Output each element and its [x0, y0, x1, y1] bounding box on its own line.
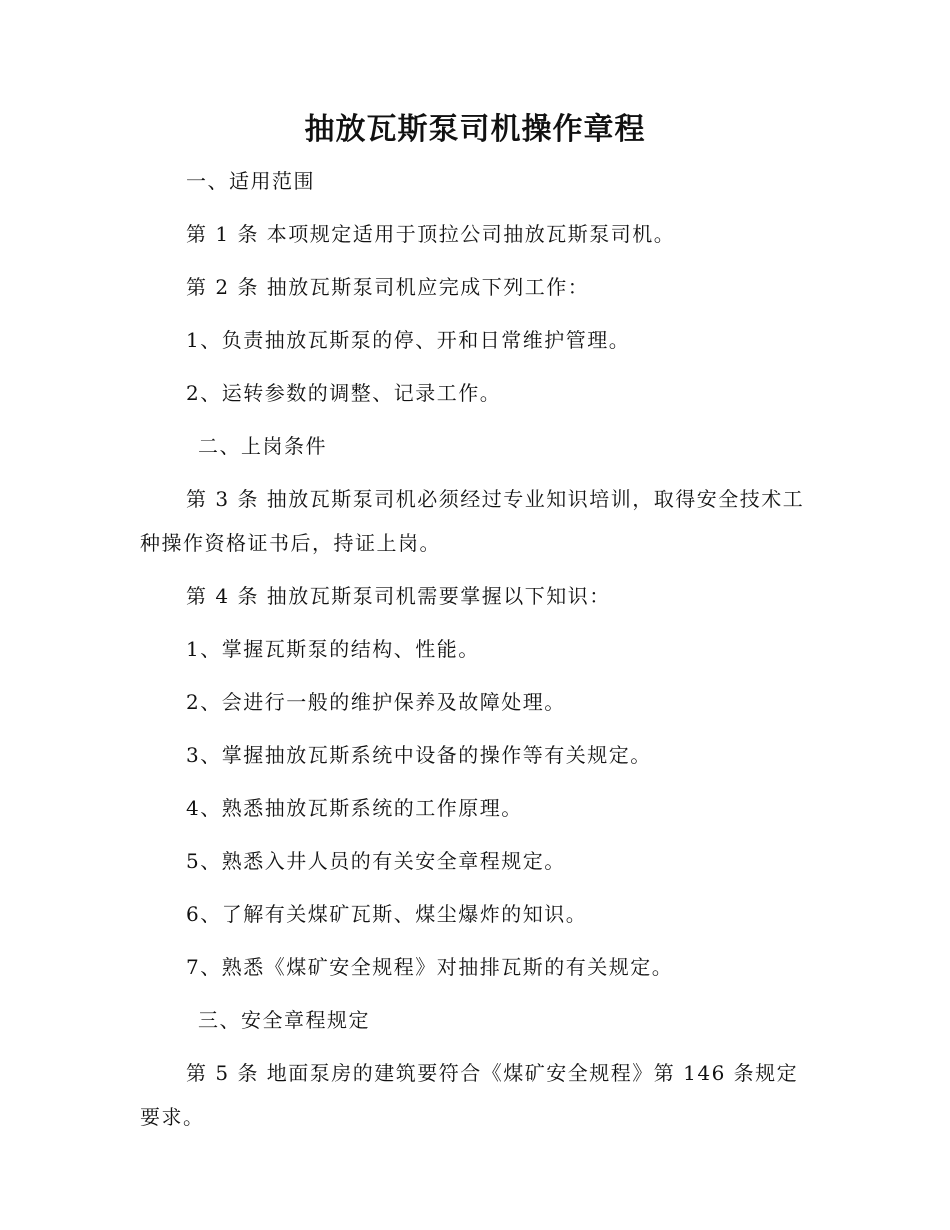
article-4: 第 4 条 抽放瓦斯泵司机需要掌握以下知识： — [186, 584, 611, 608]
knowledge-item-7: 7、熟悉《煤矿安全规程》对抽排瓦斯的有关规定。 — [186, 955, 674, 979]
knowledge-item-1: 1、掌握瓦斯泵的结构、性能。 — [186, 637, 480, 661]
section-heading-qualification: 二、上岗条件 — [198, 434, 327, 458]
section-heading-safety: 三、安全章程规定 — [198, 1008, 370, 1032]
article-1: 第 1 条 本项规定适用于顶拉公司抽放瓦斯泵司机。 — [186, 222, 676, 246]
knowledge-item-5: 5、熟悉入井人员的有关安全章程规定。 — [186, 849, 566, 873]
duty-item-1: 1、负责抽放瓦斯泵的停、开和日常维护管理。 — [186, 328, 631, 352]
article-3: 第 3 条 抽放瓦斯泵司机必须经过专业知识培训，取得安全技术工种操作资格证书后，持证上岗。 — [140, 487, 805, 555]
article-2: 第 2 条 抽放瓦斯泵司机应完成下列工作： — [186, 275, 590, 299]
knowledge-item-6: 6、了解有关煤矿瓦斯、煤尘爆炸的知识。 — [186, 902, 588, 926]
duty-item-2: 2、运转参数的调整、记录工作。 — [186, 381, 502, 405]
knowledge-item-2: 2、会进行一般的维护保养及故障处理。 — [186, 690, 566, 714]
section-heading-scope: 一、适用范围 — [186, 169, 315, 193]
knowledge-item-4: 4、熟悉抽放瓦斯系统的工作原理。 — [186, 796, 523, 820]
knowledge-item-3: 3、掌握抽放瓦斯系统中设备的操作等有关规定。 — [186, 743, 652, 767]
article-5: 第 5 条 地面泵房的建筑要符合《煤矿安全规程》第 146 条规定要求。 — [140, 1061, 799, 1129]
document-title: 抽放瓦斯泵司机操作章程 — [304, 112, 646, 147]
